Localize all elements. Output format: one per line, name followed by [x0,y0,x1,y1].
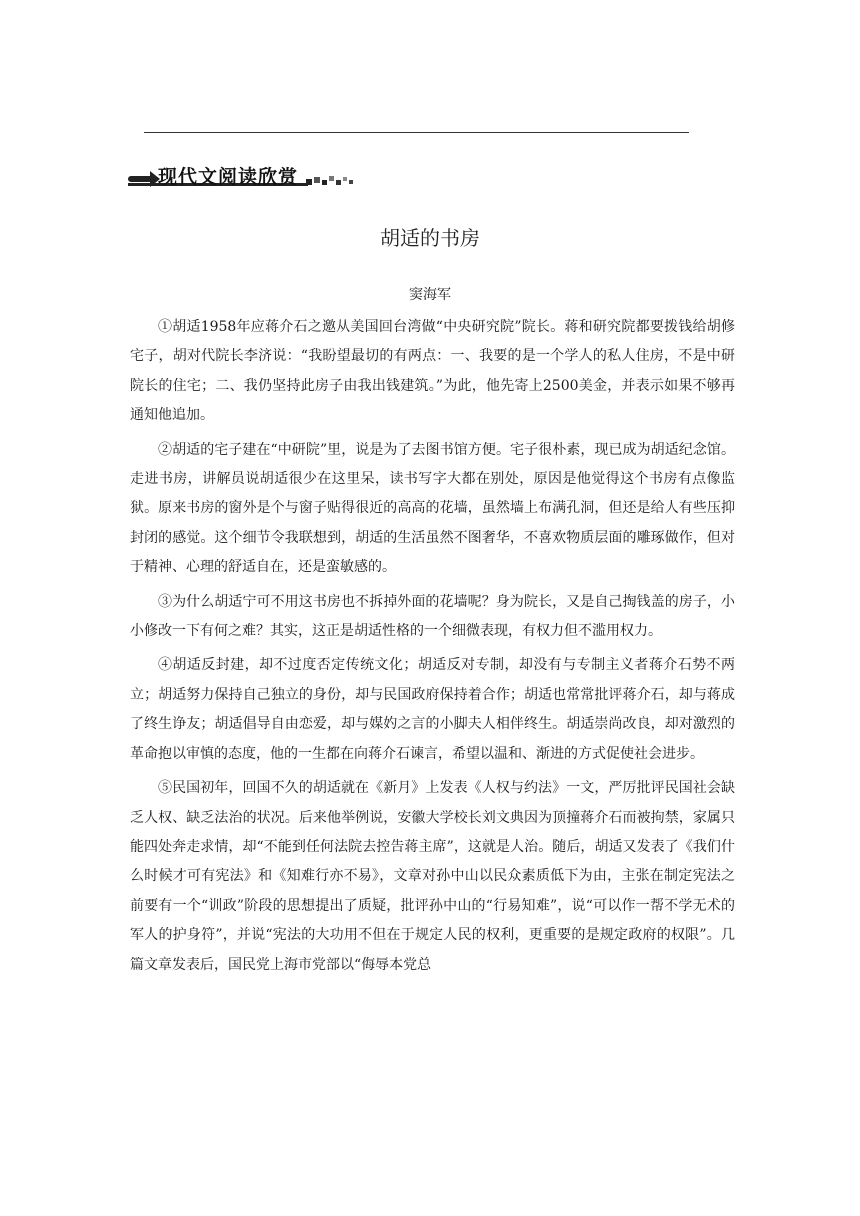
section-banner [128,162,358,188]
article-title: 胡适的书房 [380,226,480,250]
paragraph: ②胡适的宅子建在“中研院”里，说是为了去图书馆方便。宅子很朴素，现已成为胡适纪念馆。走进书房，讲解员说胡适很少在这里呆，读书写字大都在别处，原因是他觉得这个书房有点像监狱。原来书房的窗外是个与窗子贴得很近的高高的花墙，虽然墙上布满孔洞，但还是给人有些压抑封闭的感觉。这个细节令我联想到，胡适的生活虽然不图奢华，不喜欢物质层面的雕琢做作，但对于精神、心理的舒适自在，还是蛮敏感的。 [130,441,735,576]
paragraph: ①胡适1958年应蒋介石之邀从美国回台湾做“中央研究院”院长。蒋和研究院都要拨钱给胡修宅子，胡对代院长李济说：“我盼望最切的有两点：一、我要的是一个学人的私人住房，不是中研院长的住宅；二、我仍坚持此房子由我出钱建筑。”为此，他先寄上2500美金，并表示如果不够再通知他追加。 [130,319,735,424]
paragraph: ③为什么胡适宁可不用这书房也不拆掉外面的花墙呢？身为院长，又是自己掏钱盖的房子，小小修改一下有何之难？其实，这正是胡适性格的一个细微表现，有权力但不滥用权力。 [130,593,735,640]
section-label: 现代文阅读欣赏 [158,166,299,188]
header-rule [144,132,689,133]
paragraph: ④胡适反封建，却不过度否定传统文化；胡适反对专制，却没有与专制主义者蒋介石势不两立；胡适努力保持自己独立的身份，却与民国政府保持着合作；胡适也常常批评蒋介石，却与蒋成了终生诤友；胡适倡导自由恋爱，却与媒妁之言的小脚夫人相伴终生。胡适崇尚改良，却对激烈的革命抱以审慎的态度，他的一生都在向蒋介石谏言，希望以温和、渐进的方式促使社会进步。 [130,657,735,762]
paragraph: ⑤民国初年，回国不久的胡适就在《新月》上发表《人权与约法》一文，严厉批评民国社会缺乏人权、缺乏法治的状况。后来他举例说，安徽大学校长刘文典因为顶撞蒋介石而被拘禁，家属只能四处奔走求情，却“不能到任何法院去控告蒋主席”，这就是人治。随后，胡适又发表了《我们什么时候才可有宪法》和《知难行亦不易》，文章对孙中山以民众素质低下为由，主张在制定宪法之前要有一个“训政”阶段的思想提出了质疑，批评孙中山的“行易知难”，说“可以作一帮不学无术的军人的护身符”，并说“宪法的大功用不但在于规定人民的权利，更重要的是规定政府的权限”。几篇文章发表后，国民党上海市党部以“侮辱本党总 [130,780,735,973]
dots-decoration-icon [306,174,358,186]
article-author: 窦海军 [409,287,451,303]
article-body [130,313,735,985]
